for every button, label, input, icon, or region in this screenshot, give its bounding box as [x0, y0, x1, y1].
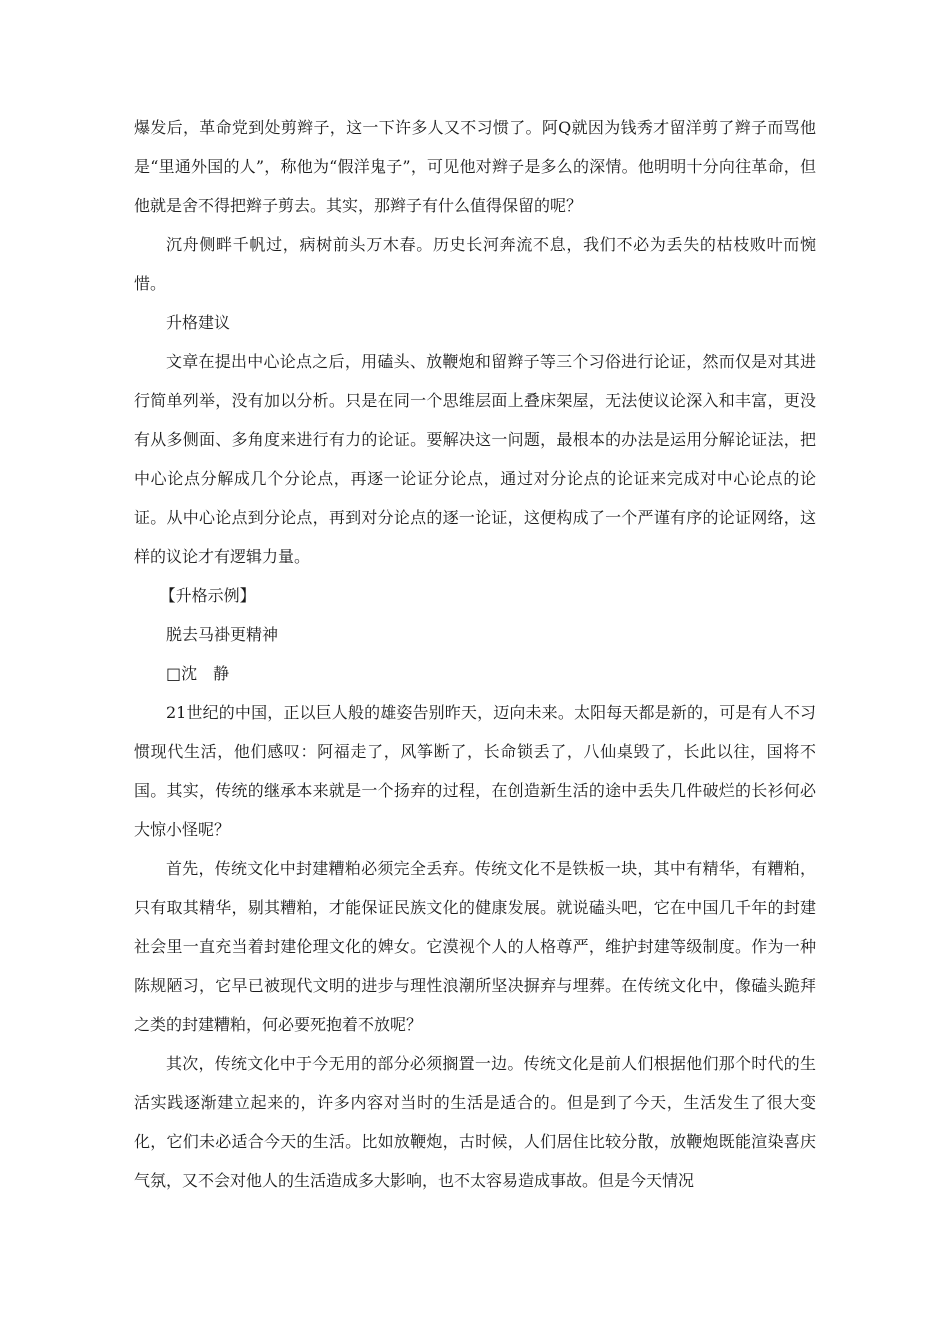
paragraph-proverb: 沉舟侧畔千帆过，病树前头万木春。历史长河奔流不息，我们不必为丢失的枯枝败叶而惋惜。	[134, 235, 816, 293]
essay-author: □沈 静	[166, 664, 230, 683]
paragraph-advice-body: 文章在提出中心论点之后，用磕头、放鞭炮和留辫子等三个习俗进行论证，然而仅是对其进行简单列举，没有加以分析。只是在同一个思维层面上叠床架屋，无法使议论深入和丰富，更没有从多侧面、多角度来进行有力的论证。要解决这一问题，最根本的办法是运用分解论证法，把中心论点分解成几个分论点，再逐一论证分论点，通过对分论点的论证来完成对中心论点的论证。从中心论点到分论点，再到对分论点的逐一论证，这便构成了一个严谨有序的论证网络，这样的议论才有逻辑力量。	[134, 352, 816, 566]
essay-title: 脱去马褂更精神	[166, 625, 279, 644]
heading-upgrade-advice: 升格建议	[166, 313, 231, 332]
document-page	[134, 108, 816, 1200]
paragraph-second-point: 其次，传统文化中于今无用的部分必须搁置一边。传统文化是前人们根据他们那个时代的生活实践逐渐建立起来的，许多内容对当时的生活是适合的。但是到了今天，生活发生了很大变化，它们未必适合今天的生活。比如放鞭炮，古时候，人们居住比较分散，放鞭炮既能渲染喜庆气氛，又不会对他人的生活造成多大影响，也不太容易造成事故。但是今天情况	[134, 1054, 816, 1190]
paragraph-first-point: 首先，传统文化中封建糟粕必须完全丢弃。传统文化不是铁板一块，其中有精华，有糟粕，只有取其精华，剔其糟粕，才能保证民族文化的健康发展。就说磕头吧，它在中国几千年的封建社会里一直充当着封建伦理文化的婢女。它漠视个人的人格尊严，维护封建等级制度。作为一种陈规陋习，它早已被现代文明的进步与理性浪潮所坚决摒弃与埋葬。在传统文化中，像磕头跪拜之类的封建糟粕，何必要死抱着不放呢？	[134, 859, 816, 1034]
heading-upgrade-example: 【升格示例】	[159, 586, 256, 605]
paragraph-queue-story: 爆发后，革命党到处剪辫子，这一下许多人又不习惯了。阿Q就因为钱秀才留洋剪了辫子而骂他是“里通外国的人”，称他为“假洋鬼子”，可见他对辫子是多么的深情。他明明十分向往革命，但他就是舍不得把辫子剪去。其实，那辫子有什么值得保留的呢？	[134, 118, 816, 215]
paragraph-intro: 21世纪的中国，正以巨人般的雄姿告别昨天，迈向未来。太阳每天都是新的，可是有人不习惯现代生活，他们感叹：阿福走了，风筝断了，长命锁丢了，八仙桌毁了，长此以往，国将不国。其实，传统的继承本来就是一个扬弃的过程，在创造新生活的途中丢失几件破烂的长衫何必大惊小怪呢？	[134, 703, 816, 839]
